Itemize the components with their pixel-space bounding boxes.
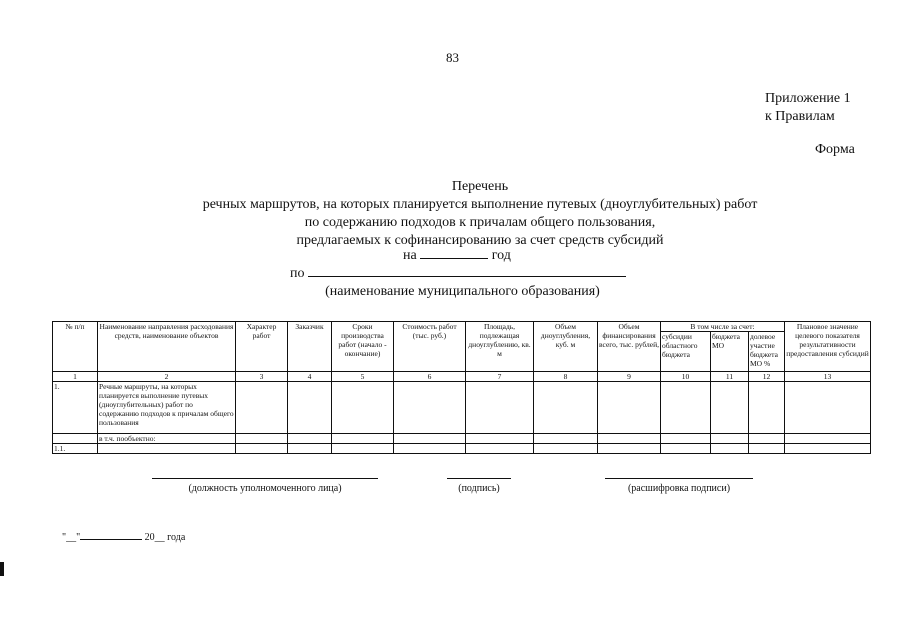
year-blank[interactable] xyxy=(420,258,488,259)
title-line-3: по содержанию подходов к причалам общего пользования, xyxy=(304,215,656,230)
col-number: 4 xyxy=(288,372,332,382)
table-cell[interactable] xyxy=(236,382,288,434)
decoding-caption: (расшифровка подписи) xyxy=(605,478,753,496)
header-cost: Стоимость работ (тыс. руб.) xyxy=(394,322,466,372)
table-cell[interactable] xyxy=(288,382,332,434)
table-cell[interactable] xyxy=(785,444,871,454)
table-cell[interactable] xyxy=(394,444,466,454)
col-number: 6 xyxy=(394,372,466,382)
col-number: 3 xyxy=(236,372,288,382)
date-year: 20__ года xyxy=(144,532,186,543)
header-financing: Объем финансирования всего, тыс. рублей, xyxy=(598,322,661,372)
header-customer: Заказчик xyxy=(288,322,332,372)
table-cell[interactable] xyxy=(534,444,598,454)
form-label: Форма xyxy=(815,142,855,157)
title-line-4: предлагаемых к софинансированию за счет средств субсидий xyxy=(296,233,664,248)
row-name: Речные маршруты, на которых планируется выполнение путевых (дноуглубительных) работ по содержанию подходов к причалам общего пользования xyxy=(98,382,236,434)
table-cell[interactable] xyxy=(288,434,332,444)
col-number: 10 xyxy=(661,372,711,382)
row-number: 1.1. xyxy=(53,444,98,454)
row-name: в т.ч. пообъектно: xyxy=(98,434,236,444)
col-number: 5 xyxy=(332,372,394,382)
date-month-blank[interactable] xyxy=(80,539,142,540)
table-row xyxy=(53,382,871,434)
table-cell[interactable] xyxy=(749,434,785,444)
col-number: 13 xyxy=(785,372,871,382)
col-number: 11 xyxy=(711,372,749,382)
municipality-blank[interactable] xyxy=(308,276,626,277)
table-cell[interactable] xyxy=(749,444,785,454)
year-prefix: на xyxy=(403,248,417,263)
col-number: 7 xyxy=(466,372,534,382)
table-row xyxy=(53,444,871,454)
col-number: 2 xyxy=(98,372,236,382)
table-cell[interactable] xyxy=(661,444,711,454)
table-cell[interactable] xyxy=(288,444,332,454)
col-number: 8 xyxy=(534,372,598,382)
position-caption: (должность уполномоченного лица) xyxy=(152,478,378,496)
table-cell[interactable] xyxy=(711,444,749,454)
row-number: 1. xyxy=(53,382,98,434)
table-cell[interactable] xyxy=(236,434,288,444)
table-cell[interactable] xyxy=(598,382,661,434)
header-number: № п/п xyxy=(53,322,98,372)
col-number: 12 xyxy=(749,372,785,382)
table-cell[interactable] xyxy=(466,434,534,444)
table-cell[interactable] xyxy=(598,434,661,444)
table-cell[interactable] xyxy=(332,382,394,434)
header-terms: Сроки производства работ (начало - окончание) xyxy=(332,322,394,372)
table-cell[interactable] xyxy=(98,444,236,454)
table-cell[interactable] xyxy=(53,434,98,444)
signature-caption: (подпись) xyxy=(447,478,511,496)
year-line xyxy=(403,248,511,264)
table-cell[interactable] xyxy=(332,434,394,444)
table-cell[interactable] xyxy=(749,382,785,434)
table-cell[interactable] xyxy=(236,444,288,454)
header-work-type: Характер работ xyxy=(236,322,288,372)
table-cell[interactable] xyxy=(785,434,871,444)
table-cell[interactable] xyxy=(711,382,749,434)
municipality-caption: (наименование муниципального образования) xyxy=(325,284,600,299)
page-number: 83 xyxy=(446,50,459,65)
date-day: "__" xyxy=(62,532,81,543)
table-cell[interactable] xyxy=(394,434,466,444)
col-number: 1 xyxy=(53,372,98,382)
table-cell[interactable] xyxy=(661,434,711,444)
header-name: Наименование направления расходования средств, наименование объектов xyxy=(98,322,236,372)
appendix-label xyxy=(765,90,851,126)
title-line-1: Перечень xyxy=(451,179,509,194)
table-cell[interactable] xyxy=(534,434,598,444)
date-line xyxy=(62,532,185,543)
po-label: по xyxy=(290,266,305,281)
table-cell[interactable] xyxy=(785,382,871,434)
header-mo-share: долевое участие бюджета МО % xyxy=(749,332,785,372)
table-cell[interactable] xyxy=(711,434,749,444)
table-cell[interactable] xyxy=(598,444,661,454)
header-group: В том числе за счет: xyxy=(661,322,785,332)
header-regional-subsidy: субсидии областного бюджета xyxy=(661,332,711,372)
header-mo-budget: бюджета МО xyxy=(711,332,749,372)
appendix-line-2: к Правилам xyxy=(765,109,835,124)
year-suffix: год xyxy=(491,248,511,263)
municipality-line xyxy=(290,266,626,282)
column-number-row xyxy=(53,372,871,382)
table-cell[interactable] xyxy=(466,444,534,454)
scan-edge-mark xyxy=(0,562,4,576)
header-area: Площадь, подлежащая дноуглублению, кв. м xyxy=(466,322,534,372)
table-cell[interactable] xyxy=(332,444,394,454)
header-volume: Объем дноуглубления, куб. м xyxy=(534,322,598,372)
header-target: Плановое значение целевого показателя результативности предоставления субсидий xyxy=(785,322,871,372)
table-cell[interactable] xyxy=(466,382,534,434)
table-cell[interactable] xyxy=(661,382,711,434)
document-title xyxy=(100,178,860,250)
routes-table xyxy=(52,321,871,454)
table-cell[interactable] xyxy=(534,382,598,434)
table-cell[interactable] xyxy=(394,382,466,434)
title-line-2: речных маршрутов, на которых планируется выполнение путевых (дноуглубительных) работ xyxy=(202,197,758,212)
col-number: 9 xyxy=(598,372,661,382)
appendix-line-1: Приложение 1 xyxy=(765,91,851,106)
table-row xyxy=(53,434,871,444)
